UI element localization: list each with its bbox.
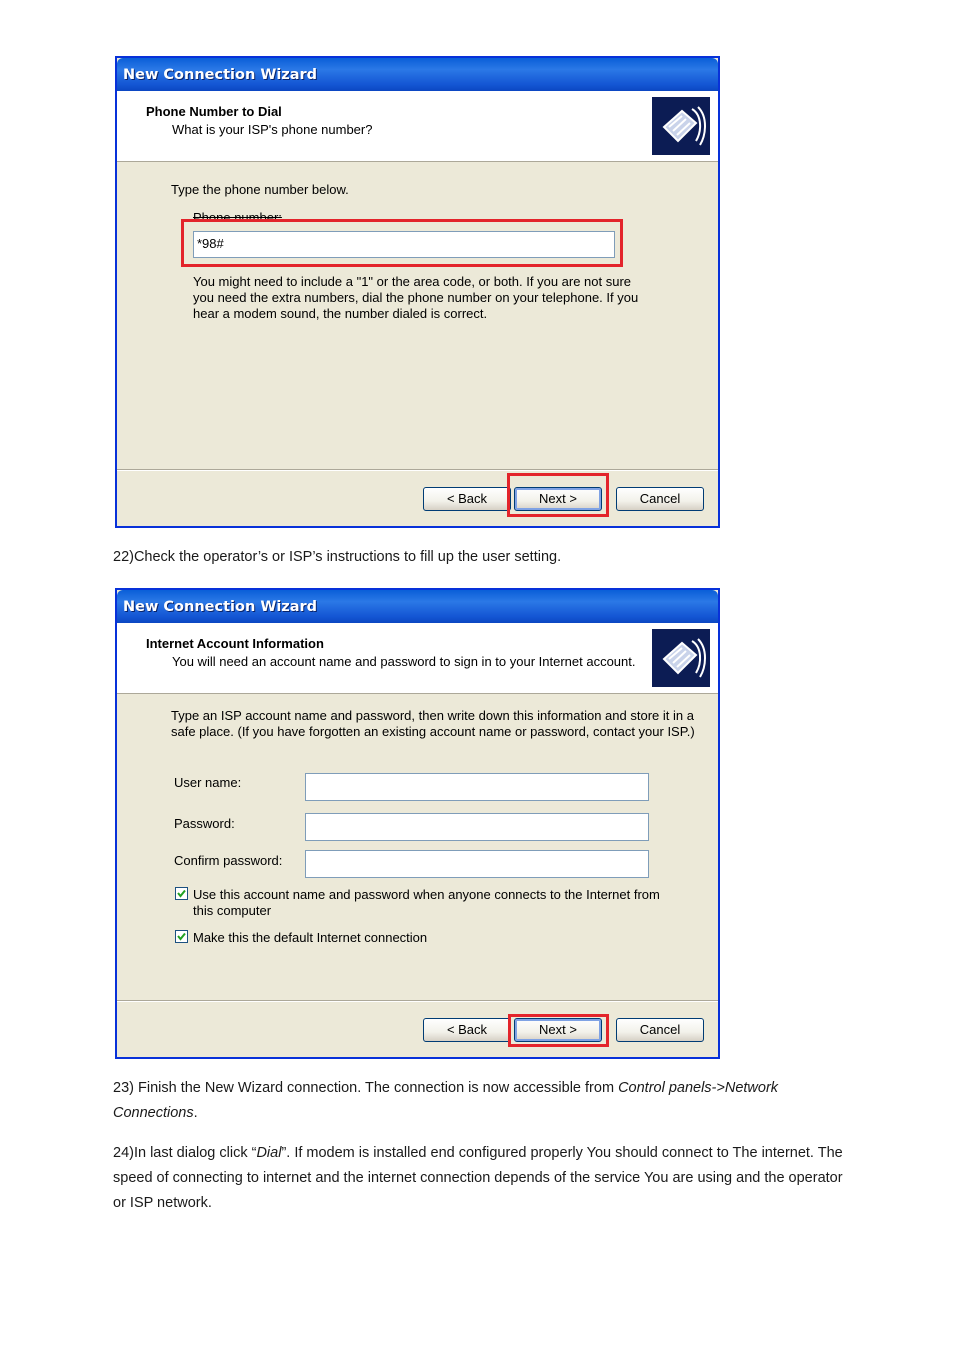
step-23-path: Control panels->Network Connections bbox=[113, 1080, 779, 1121]
next-highlight-box bbox=[508, 1014, 609, 1047]
step-24-before: 24)In last dialog click “ bbox=[113, 1145, 257, 1161]
wizard-header bbox=[117, 623, 718, 694]
back-button[interactable]: < Back bbox=[423, 1018, 511, 1042]
phone-number-input[interactable]: *98# bbox=[193, 231, 615, 258]
wizard-phone-number bbox=[115, 56, 720, 528]
note-line-3: hear a modem sound, the number dialed is correct. bbox=[193, 306, 488, 321]
window-title: New Connection Wizard bbox=[117, 58, 718, 91]
instruction-line-2: safe place. (If you have forgotten an existing account name or password, contact your ISP.) bbox=[171, 724, 695, 739]
header-subtitle: What is your ISP's phone number? bbox=[172, 122, 373, 137]
use-account-label-line-2: this computer bbox=[193, 903, 272, 918]
header-title: Phone Number to Dial bbox=[146, 104, 282, 119]
wizard-account-info bbox=[115, 588, 720, 1059]
phone-number-label: Phone number: bbox=[193, 210, 282, 225]
network-cable-icon bbox=[652, 629, 710, 687]
next-button[interactable]: Next > bbox=[514, 487, 602, 511]
checkmark-icon bbox=[176, 888, 187, 899]
note-line-1: You might need to include a "1" or the area code, or both. If you are not sure bbox=[193, 274, 632, 289]
confirm-password-label: Confirm password: bbox=[174, 853, 283, 868]
step-23-main: 23) Finish the New Wizard connection. The connection is now accessible from bbox=[113, 1080, 619, 1096]
step-23-text bbox=[113, 1076, 853, 1126]
password-input[interactable] bbox=[305, 813, 649, 841]
step-23-end: . bbox=[193, 1105, 198, 1121]
wizard-header bbox=[117, 91, 718, 162]
checkmark-icon bbox=[176, 931, 187, 942]
cancel-button[interactable]: Cancel bbox=[616, 487, 704, 511]
instruction-text: Type the phone number below. bbox=[171, 182, 349, 197]
step-24-dial: Dial bbox=[256, 1145, 282, 1161]
note-line-2: you need the extra numbers, dial the phone number on your telephone. If you bbox=[193, 290, 639, 305]
confirm-password-input[interactable] bbox=[305, 850, 649, 878]
footer-divider bbox=[117, 1000, 718, 1002]
username-input[interactable] bbox=[305, 773, 649, 801]
username-label: User name: bbox=[174, 775, 242, 790]
default-connection-label: Make this the default Internet connection bbox=[193, 930, 428, 945]
use-account-label-line-1: Use this account name and password when anyone connects to the Internet from bbox=[193, 887, 660, 902]
step-24-after: ”. If modem is installed end configured properly You should connect to The internet. The speed of connecting to internet and the internet connection depends of the service You are using and the operator or ISP network. bbox=[113, 1145, 843, 1211]
header-title: Internet Account Information bbox=[146, 636, 324, 651]
step-22-text: 22)Check the operator’s or ISP’s instructions to fill up the user setting. bbox=[113, 549, 562, 565]
instruction-line-1: Type an ISP account name and password, then write down this information and store it in a bbox=[171, 708, 694, 723]
step-24-text bbox=[113, 1141, 853, 1216]
network-cable-icon bbox=[652, 97, 710, 155]
password-label: Password: bbox=[174, 816, 235, 831]
footer-divider bbox=[117, 469, 718, 471]
default-connection-checkbox[interactable] bbox=[175, 930, 188, 943]
use-account-checkbox[interactable] bbox=[175, 887, 188, 900]
next-highlight-box bbox=[507, 473, 609, 517]
window-title: New Connection Wizard bbox=[117, 590, 718, 623]
next-button[interactable]: Next > bbox=[514, 1018, 602, 1042]
back-button[interactable]: < Back bbox=[423, 487, 511, 511]
header-subtitle: You will need an account name and password to sign in to your Internet account. bbox=[172, 654, 636, 669]
cancel-button[interactable]: Cancel bbox=[616, 1018, 704, 1042]
phone-highlight-box bbox=[181, 219, 623, 267]
